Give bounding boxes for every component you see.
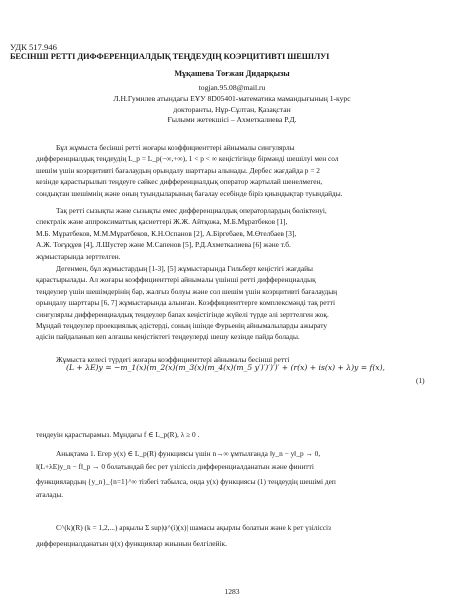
text-line: дифференциалданатын ψ(x) функциялар жиынын белгілейік.	[36, 539, 227, 548]
paragraph-rhs-conditions	[36, 429, 426, 440]
paragraph-definition-1	[36, 448, 426, 501]
text-line: кезінде қарастырылып теңдеуге сәйкес дифференциалдық оператор жартылай шенелмеген,	[36, 177, 323, 187]
text-line: шешім үшін коэрцитивті бағалаудың орындалу шарттары алынады. Дербес жағдайда p = 2	[36, 165, 320, 175]
text-line: М.Б. Мұратбеков, М.М.Мұратбеков, К.Н.Оспанов [2], А.Біргебаев, М.Өтелбаев [3],	[36, 228, 297, 238]
page-number: 1283	[224, 587, 240, 596]
text-line: аталады.	[36, 490, 64, 500]
text-line: қарастырылады. Ал жоғары коэффициенттері айнымалы үшінші ретті дифференциалдық	[36, 275, 316, 285]
text-line: А.Ж. Тоғұқұев [4], Л.Шустер және М.Сапенов [5], Р.Д.Ахметкалиева [6] және т.б.	[36, 240, 291, 250]
text-line: функциялардың {y_n}_{n=1}^∞ тізбегі табылса, онда y(x) функциясы (1) теңдеудің шешімі деп	[36, 477, 336, 487]
text-line: Тақ ретті сызықты және сызықты емес дифференциалдық операторлардың бөліктенуі,	[56, 206, 327, 215]
equation-number: (1)	[416, 376, 425, 385]
author-name: Мұқашева Тоғжан Дидарқызы	[174, 69, 290, 78]
text-line: сондықтан шешімнің және оның туындыларының бағалау есебінде біріз қиындықтар туындайды.	[36, 188, 343, 198]
text-line: дифференциалдық теңдеудің L_p = L_p(−∞,+∞), 1 < p < ∞ кеңістігінде бірмәнді шешілуі мен сол	[36, 154, 339, 164]
text-line: теңдеулер үшін шешімдерінің бар, жалғыз болуы және сол шешім үшін коэрцитивті бағалаудың	[36, 286, 338, 296]
affiliation-line: докторанты, Нұр-Сұлтан, Қазақстан	[173, 104, 291, 114]
udc-code: УДК 517.946	[10, 42, 57, 52]
text-line: C^(k)(R) (k = 1,2,...) арқылы Σ sup|ψ^(i)(x)| шамасы ақырлы болатын және k рет үзіліссіз	[56, 523, 331, 532]
text-line: әдісін пайдаланып кеп алғашы кеңістіктегі теңдеулерді шешу кезінде пайда болады.	[36, 332, 300, 342]
text-line: сингулярлы дифференциалдық теңдеулер бапах кеңістігінде жүйелі түрде әлі зерттелген жоқ.	[36, 309, 329, 319]
affiliation-line: Л.Н.Гумилев атындағы ЕҰУ 8D05401-математика мамандығының 1-курс	[113, 94, 351, 103]
text-line: теңдеуін қарастырамыз. Мұндағы f ∈ L_p(R), λ ≥ 0 .	[36, 430, 200, 439]
supervisor-line: Ғылыми жетекшісі – Ахметкалиева Р.Д.	[167, 115, 297, 125]
text-line: Бұл жұмыста бесінші ретті жоғары коэффициенттері айнымалы сингулярлы	[56, 143, 295, 152]
text-line: спектрлік және аппроксиматтық қасиеттері Ж.Ж. Айтқожа, М.Б.Мұратбеков [1],	[36, 217, 288, 227]
paragraph-literature	[36, 205, 426, 262]
paragraph-intro	[36, 142, 426, 199]
paper-title: БЕСІНШІ РЕТТІ ДИФФЕРЕНЦИАЛДЫҚ ТЕҢДЕУДІҢ КОЭРЦИТИВТІ ШЕШІЛУІ	[10, 52, 330, 61]
text-line: Анықтама 1. Егер y(x) ∈ L_p(R) функциясы үшін n→∞ ұмтылғанда ‖y_n − y‖_p → 0,	[56, 449, 321, 458]
paragraph-notation	[36, 518, 426, 549]
equation-body: (L + λE)y = −m_1(x)(m_2(x)(m_3(x)(m_4(x)(m_5 y′)′)′)′)′ + (r(x) + is(x) + λ)y = f(x),	[66, 363, 385, 372]
text-line: жұмыстарында зерттелген.	[36, 251, 121, 261]
author-email[interactable]: togjan.95.08@mail.ru	[198, 83, 266, 92]
text-line: Жұмыста келесі түрдегі жоғары коэффициенттері айнымалы бесінші ретті	[56, 355, 290, 364]
text-line: Дегенмен, бұл жұмыстардың [1-3], [5] жұмыстарында Гильберт кеңістігі жағдайы	[56, 264, 313, 273]
text-line: орындалу шарттары [6, 7] жұмыстарында алынған. Коэффициенттерге комплексмәнді тақ ретті	[36, 298, 336, 308]
text-line: Мұндай теңдеулер проекциялық әдістерді, соның ішінде Фурьенің айнымалыларды ажырату	[36, 320, 328, 330]
equation-1	[36, 336, 436, 402]
affiliation-block	[0, 94, 464, 126]
paragraph-motivation	[36, 263, 426, 343]
text-line: ‖(L+λE)y_n − f‖_p → 0 болатындай бес рет үзіліссіз дифференциалданатын және финитті	[36, 462, 314, 472]
